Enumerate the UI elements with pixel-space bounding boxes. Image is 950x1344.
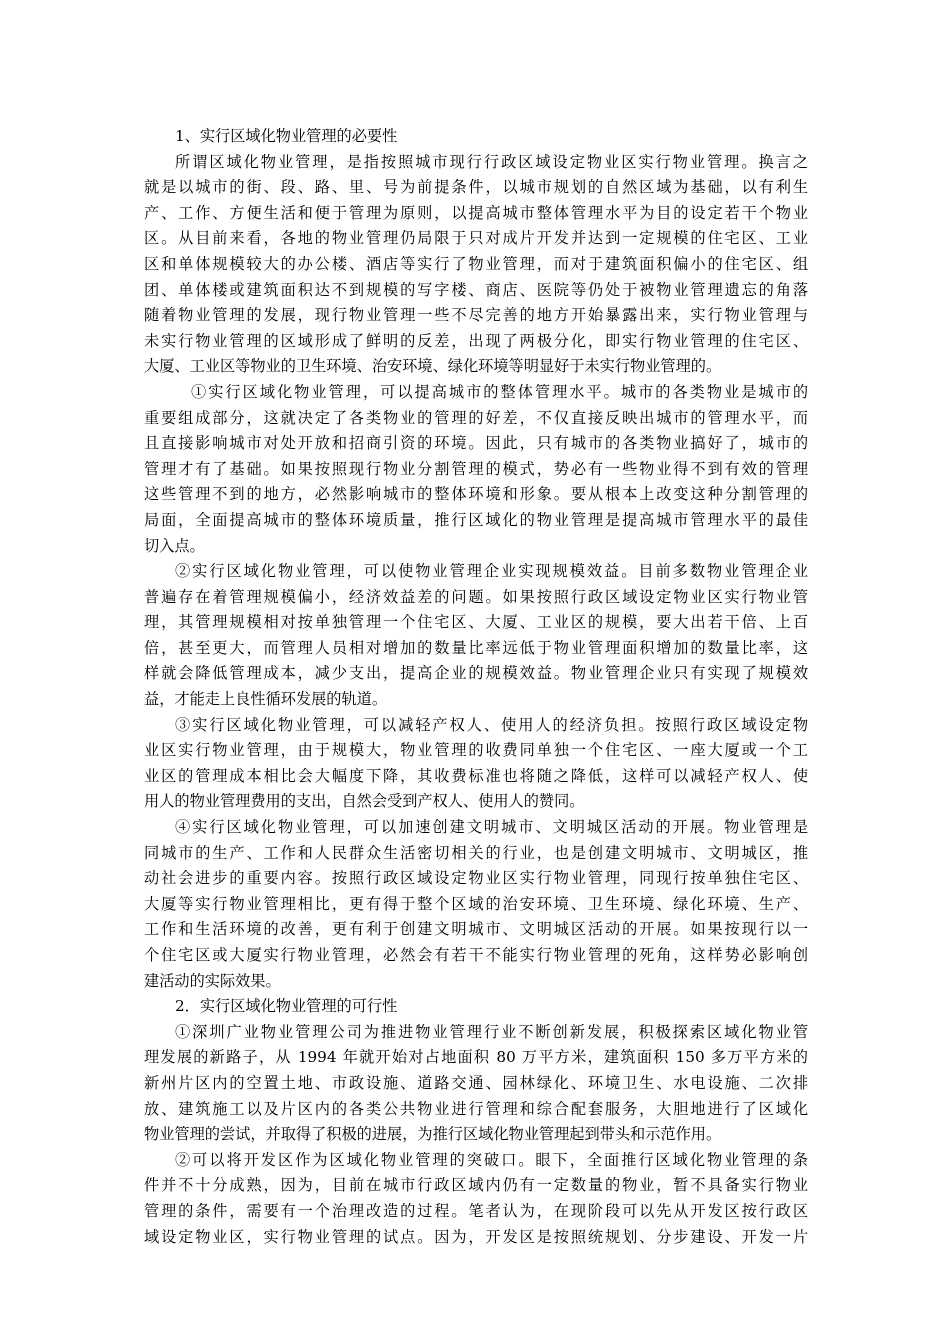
paragraph-line: 团、单体楼或建筑面积达不到规模的写字楼、商店、医院等仍处于被物业管理遗忘的角落 xyxy=(144,280,808,299)
paragraph-line: ②可以将开发区作为区域化物业管理的突破口。眼下，全面推行区域化物业管理的条 xyxy=(175,1150,808,1169)
paragraph-line: 益，才能走上良性循环发展的轨道。 xyxy=(144,690,387,709)
paragraph-line: 切入点。 xyxy=(144,536,205,555)
paragraph-line: 理发展的新路子，从 1994 年就开始对占地面积 80 万平方米，建筑面积 150 多万平方米的 xyxy=(144,1048,808,1067)
paragraph-line: 重要组成部分，这就决定了各类物业的管理的好差，不仅直接反映出城市的管理水平，而 xyxy=(144,408,808,427)
document-body xyxy=(144,124,808,1250)
paragraph-line: 业区实行物业管理，由于规模大，物业管理的收费同单独一个住宅区、一座大厦或一个工 xyxy=(144,741,808,760)
paragraph-line: 这些管理不到的地方，必然影响城市的整体环境和形象。要从根本上改变这种分割管理的 xyxy=(144,485,808,504)
paragraph-line: 就是以城市的街、段、路、里、号为前提条件，以城市规划的自然区域为基础，以有利生 xyxy=(144,178,808,197)
paragraph-line: 业区的管理成本相比会大幅度下降，其收费标准也将随之降低，这样可以减轻产权人、使 xyxy=(144,766,808,785)
paragraph-line: 样就会降低管理成本，减少支出，提高企业的规模效益。物业管理企业只有实现了规模效 xyxy=(144,664,808,683)
paragraph-line: ①深圳广业物业管理公司为推进物业管理行业不断创新发展，积极探索区域化物业管 xyxy=(175,1022,808,1041)
paragraph-line: 普遍存在着管理规模偏小，经济效益差的问题。如果按照行政区域设定物业区实行物业管 xyxy=(144,587,808,606)
paragraph-line: 大厦、工业区等物业的卫生环境、治安环境、绿化环境等明显好于未实行物业管理的。 xyxy=(144,357,722,376)
paragraph-line: 且直接影响城市对处开放和招商引资的环境。因此，只有城市的各类物业搞好了，城市的 xyxy=(144,434,808,453)
paragraph-line: 域设定物业区，实行物业管理的试点。因为，开发区是按照统规划、分步建设、开发一片 xyxy=(144,1227,808,1246)
section-heading: 1、实行区域化物业管理的必要性 xyxy=(175,127,398,145)
paragraph-line: 动社会进步的重要内容。按照行政区域设定物业区实行物业管理，同现行按单独住宅区、 xyxy=(144,869,808,888)
section-heading: 2．实行区域化物业管理的可行性 xyxy=(175,997,398,1016)
paragraph-line: 区和单体规模较大的办公楼、酒店等实行了物业管理，而对于建筑面积偏小的住宅区、组 xyxy=(144,254,808,273)
paragraph-line: ③实行区域化物业管理，可以减轻产权人、使用人的经济负担。按照行政区域设定物 xyxy=(175,715,808,734)
paragraph-line: 件并不十分成熟，因为，目前在城市行政区域内仍有一定数量的物业，暂不具备实行物业 xyxy=(144,1176,808,1195)
paragraph-line: 产、工作、方便生活和便于管理为原则，以提高城市整体管理水平为目的设定若干个物业 xyxy=(144,203,808,222)
paragraph-line: 个住宅区或大厦实行物业管理，必然会有若干不能实行物业管理的死角，这样势必影响创 xyxy=(144,946,808,964)
paragraph-line: 局面，全面提高城市的整体环境质量，推行区域化的物业管理是提高城市管理水平的最佳 xyxy=(144,510,808,529)
paragraph-line: 倍，甚至更大，而管理人员相对增加的数量比率远低于物业管理面积增加的数量比率，这 xyxy=(144,638,808,657)
paragraph-line: 理，其管理规模相对按单独管理一个住宅区、大厦、工业区的规模，要大出若干倍、上百 xyxy=(144,613,808,632)
paragraph-line: 管理的条件，需要有一个治理改造的过程。笔者认为，在现阶段可以先从开发区按行政区 xyxy=(144,1201,808,1220)
paragraph-line: 随着物业管理的发展，现行物业管理一些不尽完善的地方开始暴露出来，实行物业管理与 xyxy=(144,306,808,325)
paragraph-line: 管理才有了基础。如果按照现行物业分割管理的模式，势必有一些物业得不到有效的管理 xyxy=(144,459,808,478)
paragraph-line: 区。从目前来看，各地的物业管理仍局限于只对成片开发并达到一定规模的住宅区、工业 xyxy=(144,229,808,248)
paragraph-line: 物业管理的尝试，并取得了积极的进展，为推行区域化物业管理起到带头和示范作用。 xyxy=(144,1125,722,1144)
paragraph-line: 用人的物业管理费用的支出，自然会受到产权人、使用人的赞同。 xyxy=(144,792,585,811)
paragraph-line: 同城市的生产、工作和人民群众生活密切相关的行业，也是创建文明城市、文明城区，推 xyxy=(144,843,808,862)
paragraph-line: 未实行物业管理的区域形成了鲜明的反差，出现了两极分化，即实行物业管理的住宅区、 xyxy=(144,331,808,350)
paragraph-line: ②实行区域化物业管理，可以使物业管理企业实现规模效益。目前多数物业管理企业 xyxy=(175,562,808,581)
paragraph-line: 新州片区内的空置土地、市政设施、道路交通、园林绿化、环境卫生、水电设施、二次排 xyxy=(144,1073,808,1092)
paragraph-line: 建活动的实际效果。 xyxy=(144,971,281,990)
paragraph-line: ④实行区域化物业管理，可以加速创建文明城市、文明城区活动的开展。物业管理是 xyxy=(175,818,808,837)
paragraph-line: ①实行区域化物业管理，可以提高城市的整体管理水平。城市的各类物业是城市的 xyxy=(191,382,808,401)
paragraph-line: 放、建筑施工以及片区内的各类公共物业进行管理和综合配套服务，大胆地进行了区域化 xyxy=(144,1099,808,1118)
paragraph-line: 工作和生活环境的改善，更有利于创建文明城市、文明城区活动的开展。如果按现行以一 xyxy=(144,920,808,939)
paragraph-line: 大厦等实行物业管理相比，更有得于整个区域的治安环境、卫生环境、绿化环境、生产、 xyxy=(144,894,808,913)
paragraph-line: 所谓区域化物业管理，是指按照城市现行行政区域设定物业区实行物业管理。换言之 xyxy=(175,152,808,171)
